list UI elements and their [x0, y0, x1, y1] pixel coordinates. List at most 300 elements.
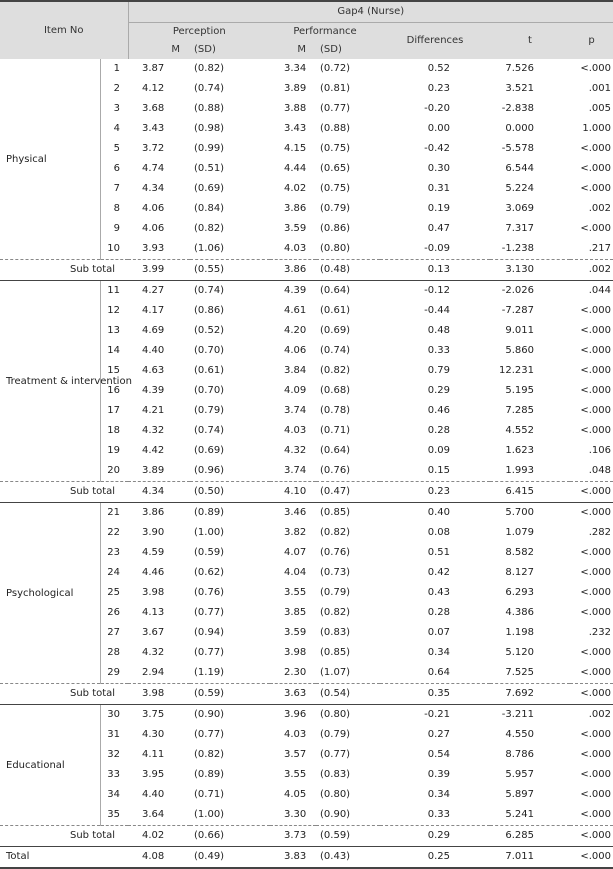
difference-cell: -0.42	[424, 143, 451, 154]
p-value-cell: <.000	[580, 607, 612, 618]
performance-sd-cell: (0.73)	[320, 567, 351, 578]
perception-sd-cell: (0.88)	[194, 103, 225, 114]
perception-sd-cell: (0.90)	[194, 709, 225, 720]
p-value-cell: <.000	[580, 749, 612, 760]
perception-sd-cell: (0.74)	[194, 285, 225, 296]
perception-m-cell: 4.13	[142, 607, 165, 618]
perception-m-cell: 3.93	[142, 243, 165, 254]
perception-sd-cell: (0.69)	[194, 445, 225, 456]
table-row	[0, 705, 613, 726]
performance-sd-cell: (0.80)	[320, 243, 351, 254]
perception-sd-header: (SD)	[190, 41, 270, 59]
performance-m-cell: 3.46	[284, 507, 307, 518]
performance-sd-cell: (0.81)	[320, 83, 351, 94]
difference-cell: 0.31	[427, 183, 451, 194]
difference-cell: 0.19	[427, 203, 451, 214]
item-no-header: Item No	[0, 1, 128, 59]
performance-m-cell: 3.57	[284, 749, 307, 760]
difference-cell: 0.40	[427, 507, 451, 518]
perception-m-cell: 4.30	[142, 729, 165, 740]
performance-m-cell: 4.44	[284, 163, 307, 174]
t-value-cell: 4.550	[505, 729, 535, 740]
p-value-cell: <.000	[580, 365, 612, 376]
item-no-cell: 29	[107, 667, 121, 678]
p-value-cell: <.000	[570, 684, 613, 705]
performance-m-cell: 3.59	[284, 627, 307, 638]
performance-sd-cell: (0.88)	[320, 123, 351, 134]
p-value-cell: <.000	[580, 385, 612, 396]
subtotal-label: Sub total	[0, 482, 128, 503]
item-no-cell: 5	[113, 143, 121, 154]
difference-cell: 0.15	[427, 465, 451, 476]
t-value-cell: 3.521	[505, 83, 535, 94]
item-no-cell: 28	[107, 647, 121, 658]
t-value-cell: 6.544	[505, 163, 535, 174]
t-header: t	[490, 23, 570, 60]
perception-m-cell: 4.40	[142, 345, 165, 356]
item-no-cell: 27	[107, 627, 121, 638]
t-value-cell: 6.415	[490, 482, 570, 503]
perception-sd-cell: (0.62)	[194, 567, 225, 578]
difference-cell: 0.43	[427, 587, 451, 598]
performance-sd-cell: (0.64)	[320, 285, 351, 296]
perception-sd-cell: (1.00)	[194, 527, 225, 538]
perception-sd-cell: (1.19)	[194, 667, 225, 678]
difference-cell: 0.29	[380, 826, 490, 847]
perception-m-cell: 4.40	[142, 789, 165, 800]
item-no-cell: 13	[107, 325, 121, 336]
perception-m-cell: 3.98	[128, 684, 190, 705]
performance-sd-cell: (0.59)	[316, 826, 380, 847]
perception-m-cell: 3.98	[142, 587, 165, 598]
perception-m-cell: 4.34	[142, 183, 165, 194]
perception-m-cell: 4.08	[128, 847, 190, 869]
t-value-cell: 7.011	[490, 847, 570, 869]
item-no-cell: 19	[107, 445, 121, 456]
difference-cell: 0.34	[427, 789, 451, 800]
performance-sd-cell: (0.68)	[320, 385, 351, 396]
item-no-cell: 20	[107, 465, 121, 476]
difference-cell: -0.44	[424, 305, 451, 316]
performance-m-cell: 3.63	[270, 684, 316, 705]
t-value-cell: 8.582	[505, 547, 535, 558]
difference-cell: -0.20	[424, 103, 451, 114]
perception-sd-cell: (0.84)	[194, 203, 225, 214]
difference-cell: 0.33	[427, 345, 451, 356]
p-value-cell: <.000	[580, 305, 612, 316]
performance-sd-cell: (0.85)	[320, 647, 351, 658]
perception-sd-cell: (1.06)	[194, 243, 225, 254]
perception-sd-cell: (0.70)	[194, 345, 225, 356]
performance-m-cell: 3.82	[284, 527, 307, 538]
t-value-cell: 7.525	[505, 667, 535, 678]
perception-sd-cell: (0.89)	[194, 769, 225, 780]
item-no-cell: 21	[107, 507, 121, 518]
difference-cell: 0.64	[427, 667, 451, 678]
performance-sd-cell: (0.79)	[320, 729, 351, 740]
p-value-cell: <.000	[580, 223, 612, 234]
subtotal-row	[0, 684, 613, 705]
t-value-cell: 1.623	[505, 445, 535, 456]
difference-cell: 0.07	[427, 627, 451, 638]
perception-m-cell: 4.34	[128, 482, 190, 503]
performance-m-cell: 4.02	[284, 183, 307, 194]
item-no-cell: 15	[107, 365, 121, 376]
difference-cell: 0.28	[427, 607, 451, 618]
p-value-cell: .001	[588, 83, 612, 94]
p-value-cell: 1.000	[582, 123, 612, 134]
difference-cell: 0.30	[427, 163, 451, 174]
t-value-cell: -2.026	[501, 285, 535, 296]
table-body	[0, 59, 613, 868]
performance-sd-cell: (0.78)	[320, 405, 351, 416]
perception-sd-cell: (0.59)	[190, 684, 270, 705]
p-value-cell: .005	[588, 103, 612, 114]
p-value-cell: <.000	[570, 826, 613, 847]
p-value-cell: .044	[588, 285, 612, 296]
p-value-cell: <.000	[580, 507, 612, 518]
performance-m-cell: 3.86	[270, 260, 316, 281]
difference-cell: 0.09	[427, 445, 451, 456]
total-row	[0, 847, 613, 869]
perception-m-cell: 3.90	[142, 527, 165, 538]
perception-m-cell: 3.99	[128, 260, 190, 281]
t-value-cell: 5.241	[505, 809, 535, 820]
perception-header: Perception	[128, 23, 270, 42]
item-no-cell: 31	[107, 729, 121, 740]
item-no-cell: 1	[113, 63, 121, 74]
t-value-cell: 5.700	[505, 507, 535, 518]
item-no-cell: 23	[107, 547, 121, 558]
difference-cell: 0.00	[427, 123, 451, 134]
p-value-cell: <.000	[580, 567, 612, 578]
subtotal-row	[0, 482, 613, 503]
difference-cell: 0.52	[427, 63, 451, 74]
performance-m-cell: 4.10	[270, 482, 316, 503]
p-value-cell: .106	[588, 445, 612, 456]
t-value-cell: 5.224	[505, 183, 535, 194]
perception-sd-cell: (0.82)	[194, 63, 225, 74]
performance-m-cell: 4.03	[284, 729, 307, 740]
performance-sd-cell: (0.54)	[316, 684, 380, 705]
item-no-cell: 22	[107, 527, 121, 538]
performance-sd-cell: (0.79)	[320, 203, 351, 214]
difference-cell: 0.51	[427, 547, 451, 558]
performance-sd-cell: (0.65)	[320, 163, 351, 174]
perception-m-cell: 4.69	[142, 325, 165, 336]
performance-sd-cell: (0.43)	[316, 847, 380, 869]
item-no-cell: 34	[107, 789, 121, 800]
performance-sd-cell: (0.69)	[320, 325, 351, 336]
performance-sd-cell: (0.61)	[320, 305, 351, 316]
p-value-cell: <.000	[570, 847, 613, 869]
p-value-cell: <.000	[580, 647, 612, 658]
perception-m-cell: 3.87	[142, 63, 165, 74]
performance-sd-cell: (0.74)	[320, 345, 351, 356]
t-value-cell: 6.293	[505, 587, 535, 598]
performance-m-cell: 3.88	[284, 103, 307, 114]
difference-cell: 0.47	[427, 223, 451, 234]
difference-cell: 0.34	[427, 647, 451, 658]
performance-m-cell: 4.04	[284, 567, 307, 578]
item-no-cell: 25	[107, 587, 121, 598]
t-value-cell: 7.526	[505, 63, 535, 74]
item-no-cell: 6	[113, 163, 121, 174]
performance-sd-cell: (0.80)	[320, 789, 351, 800]
performance-sd-cell: (0.82)	[320, 365, 351, 376]
total-label: Total	[0, 847, 128, 869]
item-no-cell: 12	[107, 305, 121, 316]
t-value-cell: 3.130	[490, 260, 570, 281]
perception-m-cell: 4.59	[142, 547, 165, 558]
perception-m-cell: 3.72	[142, 143, 165, 154]
t-value-cell: 6.285	[490, 826, 570, 847]
p-value-cell: .282	[588, 527, 612, 538]
p-value-cell: .002	[588, 709, 612, 720]
performance-m-cell: 4.07	[284, 547, 307, 558]
difference-cell: 0.46	[427, 405, 451, 416]
difference-cell: 0.13	[380, 260, 490, 281]
perception-sd-cell: (0.50)	[190, 482, 270, 503]
perception-m-cell: 4.06	[142, 223, 165, 234]
performance-m-header: M	[270, 41, 316, 59]
difference-cell: 0.08	[427, 527, 451, 538]
item-no-cell: 7	[113, 183, 121, 194]
difference-cell: 0.29	[427, 385, 451, 396]
performance-sd-cell: (0.80)	[320, 709, 351, 720]
perception-sd-cell: (0.89)	[194, 507, 225, 518]
p-value-cell: .048	[588, 465, 612, 476]
performance-m-cell: 4.15	[284, 143, 307, 154]
performance-sd-cell: (0.72)	[320, 63, 351, 74]
differences-header: Differences	[380, 23, 490, 60]
perception-sd-cell: (0.99)	[194, 143, 225, 154]
performance-m-cell: 3.86	[284, 203, 307, 214]
performance-m-cell: 4.09	[284, 385, 307, 396]
performance-m-cell: 3.83	[270, 847, 316, 869]
performance-m-cell: 3.74	[284, 465, 307, 476]
perception-m-cell: 3.89	[142, 465, 165, 476]
p-value-cell: <.000	[580, 667, 612, 678]
perception-m-cell: 4.27	[142, 285, 165, 296]
perception-sd-cell: (0.52)	[194, 325, 225, 336]
t-value-cell: 7.692	[490, 684, 570, 705]
p-value-cell: <.000	[580, 183, 612, 194]
perception-sd-cell: (0.70)	[194, 385, 225, 396]
performance-m-cell: 3.55	[284, 587, 307, 598]
item-no-cell: 16	[107, 385, 121, 396]
t-value-cell: 1.198	[505, 627, 535, 638]
perception-sd-cell: (0.82)	[194, 749, 225, 760]
p-value-cell: <.000	[580, 587, 612, 598]
t-value-cell: 9.011	[505, 325, 535, 336]
performance-sd-cell: (1.07)	[320, 667, 351, 678]
p-value-cell: <.000	[580, 345, 612, 356]
table-row	[0, 281, 613, 302]
perception-sd-cell: (0.49)	[190, 847, 270, 869]
difference-cell: 0.25	[380, 847, 490, 869]
difference-cell: 0.23	[380, 482, 490, 503]
performance-sd-cell: (0.90)	[320, 809, 351, 820]
performance-sd-cell: (0.64)	[320, 445, 351, 456]
t-value-cell: 5.195	[505, 385, 535, 396]
t-value-cell: 3.069	[505, 203, 535, 214]
performance-m-cell: 3.73	[270, 826, 316, 847]
performance-sd-cell: (0.85)	[320, 507, 351, 518]
perception-sd-cell: (0.96)	[194, 465, 225, 476]
t-value-cell: 8.127	[505, 567, 535, 578]
perception-sd-cell: (0.74)	[194, 425, 225, 436]
perception-sd-cell: (0.82)	[194, 223, 225, 234]
item-no-cell: 30	[107, 709, 121, 720]
performance-m-cell: 4.61	[284, 305, 307, 316]
t-value-cell: 5.120	[505, 647, 535, 658]
subtotal-label: Sub total	[0, 826, 128, 847]
performance-m-cell: 3.59	[284, 223, 307, 234]
perception-sd-cell: (0.51)	[194, 163, 225, 174]
perception-m-cell: 3.43	[142, 123, 165, 134]
perception-m-cell: 4.42	[142, 445, 165, 456]
t-value-cell: -2.838	[501, 103, 535, 114]
difference-cell: -0.09	[424, 243, 451, 254]
perception-m-cell: 4.46	[142, 567, 165, 578]
perception-m-cell: 4.63	[142, 365, 165, 376]
item-no-cell: 18	[107, 425, 121, 436]
performance-sd-cell: (0.76)	[320, 547, 351, 558]
table-row	[0, 59, 613, 79]
performance-sd-cell: (0.77)	[320, 749, 351, 760]
performance-sd-cell: (0.82)	[320, 527, 351, 538]
performance-m-cell: 3.30	[284, 809, 307, 820]
subtotal-row	[0, 826, 613, 847]
difference-cell: 0.27	[427, 729, 451, 740]
table-header	[0, 1, 613, 59]
t-value-cell: 7.317	[505, 223, 535, 234]
perception-m-cell: 3.75	[142, 709, 165, 720]
item-no-cell: 26	[107, 607, 121, 618]
difference-cell: 0.54	[427, 749, 451, 760]
perception-sd-cell: (0.55)	[190, 260, 270, 281]
t-value-cell: -7.287	[501, 305, 535, 316]
t-value-cell: -1.238	[501, 243, 535, 254]
perception-sd-cell: (0.59)	[194, 547, 225, 558]
performance-sd-cell: (0.48)	[316, 260, 380, 281]
category-label: Treatment & intervention	[0, 281, 100, 482]
subtotal-label: Sub total	[0, 260, 128, 281]
difference-cell: 0.28	[427, 425, 451, 436]
item-no-cell: 2	[113, 83, 121, 94]
perception-m-cell: 3.68	[142, 103, 165, 114]
perception-m-cell: 2.94	[142, 667, 165, 678]
perception-sd-cell: (0.94)	[194, 627, 225, 638]
p-value-cell: .002	[588, 203, 612, 214]
table-row	[0, 503, 613, 524]
p-value-cell: <.000	[580, 143, 612, 154]
perception-m-cell: 3.95	[142, 769, 165, 780]
performance-m-cell: 3.85	[284, 607, 307, 618]
item-no-cell: 8	[113, 203, 121, 214]
performance-sd-cell: (0.83)	[320, 769, 351, 780]
perception-m-header: M	[128, 41, 190, 59]
performance-m-cell: 3.55	[284, 769, 307, 780]
perception-sd-cell: (0.61)	[194, 365, 225, 376]
t-value-cell: 0.000	[505, 123, 535, 134]
category-label: Educational	[0, 705, 100, 826]
perception-sd-cell: (0.79)	[194, 405, 225, 416]
p-value-cell: <.000	[580, 405, 612, 416]
performance-sd-cell: (0.79)	[320, 587, 351, 598]
perception-m-cell: 4.17	[142, 305, 165, 316]
perception-sd-cell: (1.00)	[194, 809, 225, 820]
p-header: p	[570, 23, 613, 60]
p-value-cell: <.000	[580, 163, 612, 174]
t-value-cell: -3.211	[501, 709, 535, 720]
difference-cell: 0.48	[427, 325, 451, 336]
t-value-cell: 8.786	[505, 749, 535, 760]
item-no-cell: 24	[107, 567, 121, 578]
perception-m-cell: 4.21	[142, 405, 165, 416]
performance-m-cell: 4.05	[284, 789, 307, 800]
performance-sd-cell: (0.82)	[320, 607, 351, 618]
performance-m-cell: 2.30	[284, 667, 307, 678]
subtotal-row	[0, 260, 613, 281]
perception-m-cell: 4.32	[142, 647, 165, 658]
performance-sd-cell: (0.86)	[320, 223, 351, 234]
performance-m-cell: 3.34	[284, 63, 307, 74]
category-label: Physical	[0, 59, 100, 260]
performance-sd-cell: (0.75)	[320, 143, 351, 154]
perception-sd-cell: (0.66)	[190, 826, 270, 847]
item-no-cell: 17	[107, 405, 121, 416]
p-value-cell: <.000	[580, 769, 612, 780]
difference-cell: 0.23	[427, 83, 451, 94]
difference-cell: -0.12	[424, 285, 451, 296]
t-value-cell: 5.897	[505, 789, 535, 800]
p-value-cell: .002	[570, 260, 613, 281]
t-value-cell: 1.079	[505, 527, 535, 538]
p-value-cell: <.000	[580, 63, 612, 74]
perception-m-cell: 4.11	[142, 749, 165, 760]
performance-header: Performance	[270, 23, 380, 42]
perception-sd-cell: (0.69)	[194, 183, 225, 194]
p-value-cell: .217	[588, 243, 612, 254]
t-value-cell: 5.957	[505, 769, 535, 780]
perception-m-cell: 3.86	[142, 507, 165, 518]
perception-sd-cell: (0.77)	[194, 647, 225, 658]
perception-m-cell: 4.12	[142, 83, 165, 94]
difference-cell: 0.39	[427, 769, 451, 780]
perception-sd-cell: (0.86)	[194, 305, 225, 316]
performance-m-cell: 4.06	[284, 345, 307, 356]
performance-sd-cell: (0.77)	[320, 103, 351, 114]
subtotal-label: Sub total	[0, 684, 128, 705]
perception-m-cell: 4.02	[128, 826, 190, 847]
p-value-cell: <.000	[570, 482, 613, 503]
performance-sd-cell: (0.83)	[320, 627, 351, 638]
item-no-cell: 4	[113, 123, 121, 134]
perception-m-cell: 4.32	[142, 425, 165, 436]
performance-m-cell: 3.89	[284, 83, 307, 94]
difference-cell: 0.79	[427, 365, 451, 376]
item-no-cell: 32	[107, 749, 121, 760]
item-no-cell: 11	[107, 285, 121, 296]
perception-m-cell: 4.74	[142, 163, 165, 174]
perception-sd-cell: (0.74)	[194, 83, 225, 94]
perception-sd-cell: (0.77)	[194, 607, 225, 618]
performance-sd-cell: (0.76)	[320, 465, 351, 476]
difference-cell: 0.33	[427, 809, 451, 820]
perception-sd-cell: (0.77)	[194, 729, 225, 740]
